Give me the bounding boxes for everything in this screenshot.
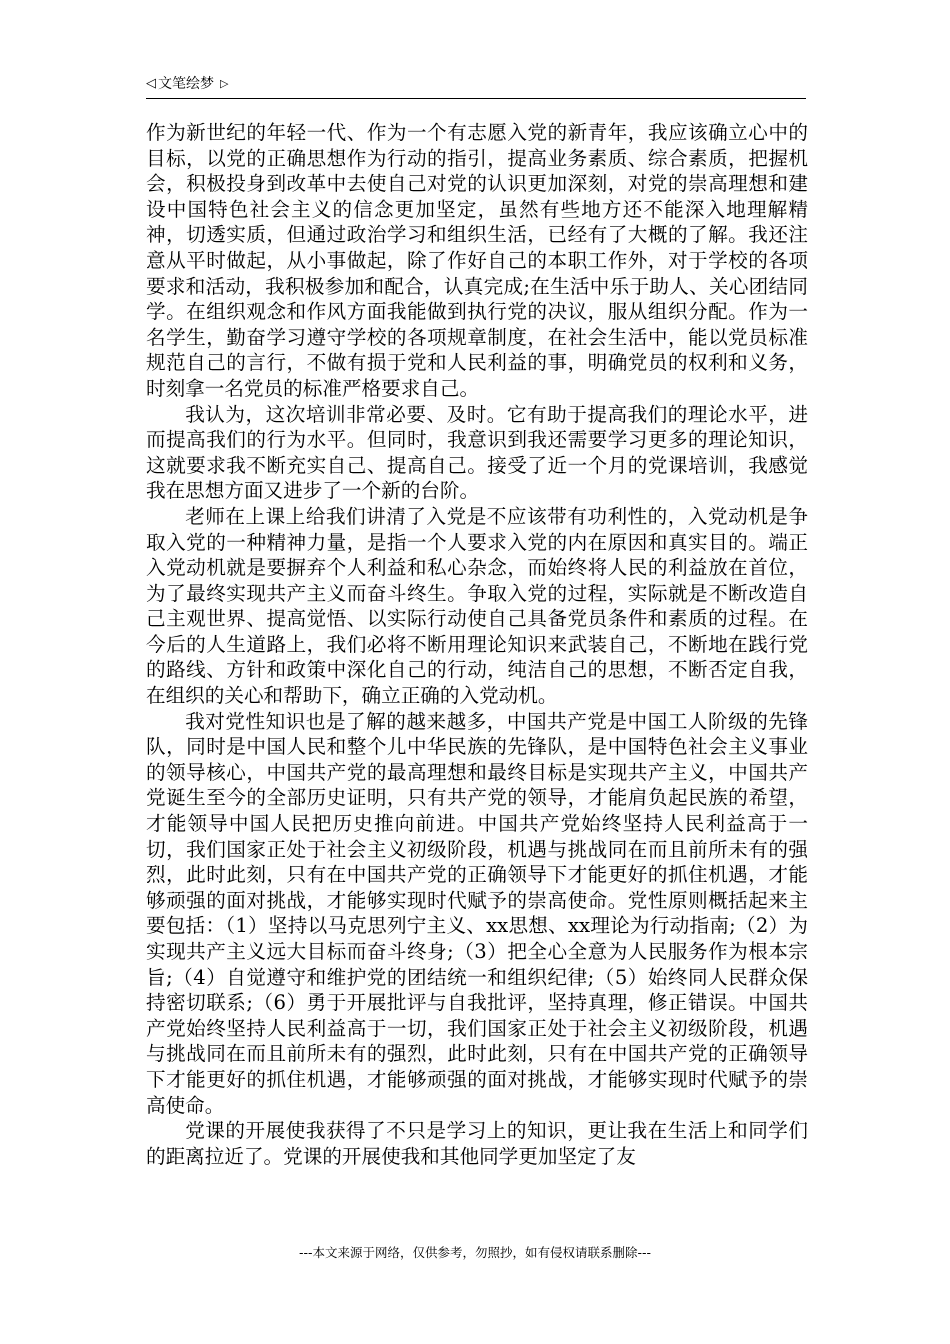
paragraph-2: 我认为，这次培训非常必要、及时。它有助于提高我们的理论水平，进而提高我们的行为水平。但同时，我意识到我还需要学习更多的理论知识，这就要求我不断充实自己、提高自己。接受了近一个月的党课培训，我感觉我在思想方面又进步了一个新的台阶。 bbox=[146, 402, 808, 503]
page-header bbox=[146, 74, 806, 99]
paragraph-4: 我对党性知识也是了解的越来越多，中国共产党是中国工人阶级的先锋队，同时是中国人民和整个儿中华民族的先锋队，是中国特色社会主义事业的领导核心，中国共产党的最高理想和最终目标是实现共产主义，中国共产党诞生至今的全部历史证明，只有共产党的领导，才能肩负起民族的希望，才能领导中国人民把历史推向前进。中国共产党始终坚持人民利益高于一切，我们国家正处于社会主义初级阶段，机遇与挑战同在而且前所未有的强烈，此时此刻，只有在中国共产党的正确领导下才能更好的抓住机遇，才能够顽强的面对挑战，才能够实现时代赋予的崇高使命。党性原则概括起来主要包括：（1）坚持以马克思列宁主义、xx思想、xx理论为行动指南;（2）为实现共产主义远大目标而奋斗终身;（3）把全心全意为人民服务作为根本宗旨;（4）自觉遵守和维护党的团结统一和组织纪律;（5）始终同人民群众保持密切联系;（6）勇于开展批评与自我批评，坚持真理，修正错误。中国共产党始终坚持人民利益高于一切，我们国家正处于社会主义初级阶段，机遇与挑战同在而且前所未有的强烈，此时此刻，只有在中国共产党的正确领导下才能更好的抓住机遇，才能够顽强的面对挑战，才能够实现时代赋予的崇高使命。 bbox=[146, 709, 808, 1117]
brand-name: 文笔绘梦 bbox=[158, 76, 214, 92]
paragraph-1: 作为新世纪的年轻一代、作为一个有志愿入党的新青年，我应该确立心中的目标，以党的正确思想作为行动的指引，提高业务素质、综合素质，把握机会，积极投身到改革中去使自己对党的认识更加深刻，对党的崇高理想和建设中国特色社会主义的信念更加坚定，虽然有些地方还不能深入地理解精神，切透实质，但通过政治学习和组织生活，已经有了大概的了解。我还注意从平时做起，从小事做起，除了作好自己的本职工作外，对于学校的各项要求和活动，我积极参加和配合，认真完成;在生活中乐于助人、关心团结同学。在组织观念和作风方面我能做到执行党的决议，服从组织分配。作为一名学生，勤奋学习遵守学校的各项规章制度，在社会生活中，能以党员标准规范自己的言行，不做有损于党和人民利益的事，明确党员的权利和义务，时刻拿一名党员的标准严格要求自己。 bbox=[146, 121, 808, 400]
right-triangle-icon: ▷ bbox=[220, 77, 229, 90]
left-triangle-icon: ◁ bbox=[146, 76, 156, 91]
footer-notice: ---本文来源于网络，仅供参考，勿照抄，如有侵权请联系删除--- bbox=[298, 1245, 652, 1260]
paragraph-3: 老师在上课上给我们讲清了入党是不应该带有功利性的，入党动机是争取入党的一种精神力量，是指一个人要求入党的内在原因和真实目的。端正入党动机就是要摒弃个人利益和私心杂念，而始终将人民的利益放在首位，为了最终实现共产主义而奋斗终生。争取入党的过程，实际就是不断改造自己主观世界、提高觉悟、以实际行动使自己具备党员条件和素质的过程。在今后的人生道路上，我们必将不断用理论知识来武装自己，不断地在践行党的路线、方针和政策中深化自己的行动，纯洁自己的思想，不断否定自我，在组织的关心和帮助下，确立正确的入党动机。 bbox=[146, 504, 808, 708]
paragraph-5: 党课的开展使我获得了不只是学习上的知识，更让我在生活上和同学们的距离拉近了。党课的开展使我和其他同学更加坚定了友 bbox=[146, 1119, 808, 1168]
document-body bbox=[146, 120, 808, 1169]
